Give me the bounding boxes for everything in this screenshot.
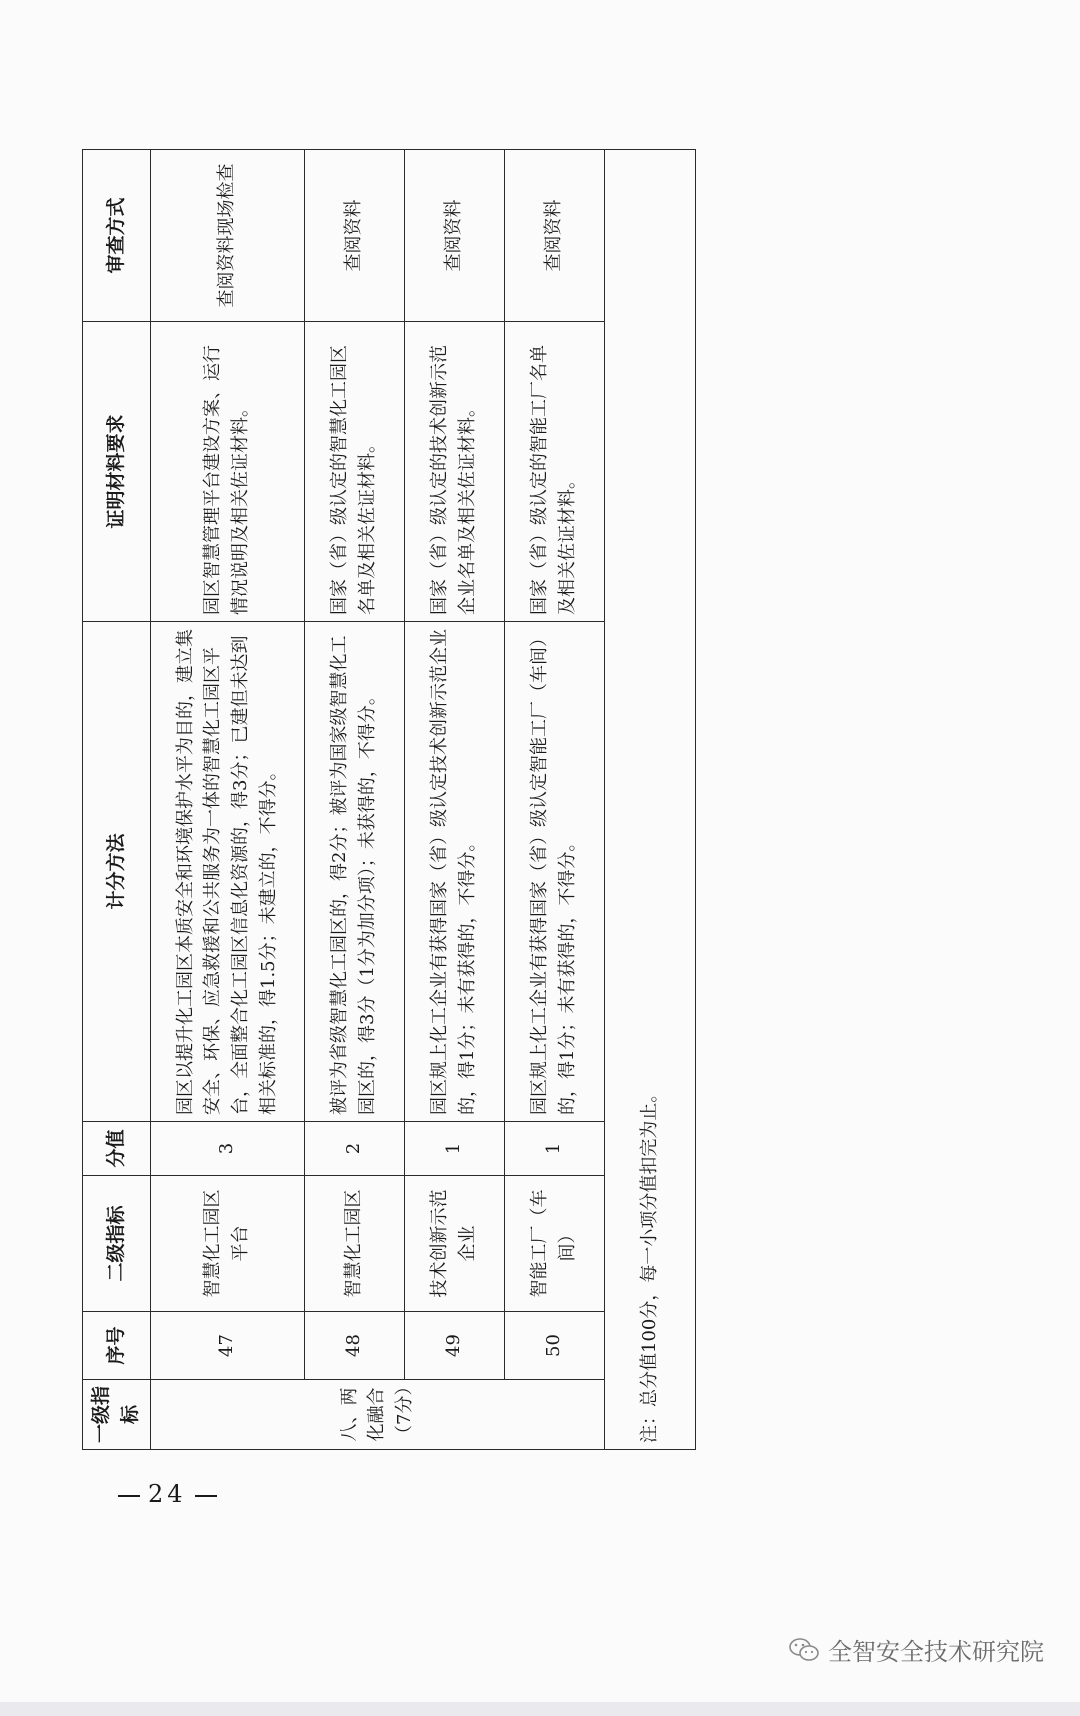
row-method: 被评为省级智慧化工园区的，得2分；被评为国家级智慧化工园区的，得3分（1分为加分项）；未获得的，不得分。 <box>304 622 404 1122</box>
header-evidence: 证明材料要求 <box>83 322 151 622</box>
header-score: 分值 <box>83 1122 151 1176</box>
row-level2: 智慧化工园区 <box>304 1176 404 1312</box>
scoring-table <box>82 149 696 1450</box>
watermark <box>788 1632 1044 1667</box>
page-number <box>110 1480 225 1508</box>
dash-left <box>118 1495 140 1497</box>
header-review: 审查方式 <box>83 150 151 322</box>
page-number-text: 24 <box>148 1480 187 1508</box>
row-review: 查阅资料现场检查 <box>150 150 304 322</box>
row-score: 2 <box>304 1122 404 1176</box>
row-no: 50 <box>504 1312 604 1380</box>
row-evidence: 国家（省）级认定的智能工厂名单及相关佐证材料。 <box>504 322 604 622</box>
wechat-icon <box>788 1637 820 1663</box>
row-no: 49 <box>404 1312 504 1380</box>
row-no: 48 <box>304 1312 404 1380</box>
header-method: 计分方法 <box>83 622 151 1122</box>
rotated-table-area <box>82 150 712 1450</box>
row-score: 1 <box>404 1122 504 1176</box>
header-level1: 一级指标 <box>83 1380 151 1450</box>
table-row <box>404 150 504 1450</box>
row-no: 47 <box>150 1312 304 1380</box>
table-row <box>304 150 404 1450</box>
row-method: 园区规上化工企业有获得国家（省）级认定智能工厂（车间）的，得1分；未有获得的，不得分。 <box>504 622 604 1122</box>
row-level2: 智能工厂（车间） <box>504 1176 604 1312</box>
header-no: 序号 <box>83 1312 151 1380</box>
table-header-row <box>83 150 151 1450</box>
row-method: 园区以提升化工园区本质安全和环境保护水平为目的，建立集安全、环保、应急救援和公共服务为一体的智慧化工园区平台，全面整合化工园区信息化资源的，得3分；已建但未达到相关标准的，得1.5分；未建立的，不得分。 <box>150 622 304 1122</box>
table-note: 注：总分值100分，每一小项分值扣完为止。 <box>638 1084 660 1443</box>
header-level2: 二级指标 <box>83 1176 151 1312</box>
table-row <box>150 150 304 1450</box>
note-row <box>604 150 695 1450</box>
row-evidence: 国家（省）级认定的智慧化工园区名单及相关佐证材料。 <box>304 322 404 622</box>
row-method: 园区规上化工企业有获得国家（省）级认定技术创新示范企业的，得1分；未有获得的，不得分。 <box>404 622 504 1122</box>
bottom-bar <box>0 1702 1080 1716</box>
row-review: 查阅资料 <box>304 150 404 322</box>
row-evidence: 园区智慧管理平台建设方案、运行情况说明及相关佐证材料。 <box>150 322 304 622</box>
group-label: 八、两化融合（7分） <box>150 1380 604 1450</box>
table-row <box>504 150 604 1450</box>
row-score: 3 <box>150 1122 304 1176</box>
row-review: 查阅资料 <box>504 150 604 322</box>
dash-right <box>195 1495 217 1497</box>
row-score: 1 <box>504 1122 604 1176</box>
row-review: 查阅资料 <box>404 150 504 322</box>
row-evidence: 国家（省）级认定的技术创新示范企业名单及相关佐证材料。 <box>404 322 504 622</box>
row-level2: 智慧化工园区平台 <box>150 1176 304 1312</box>
watermark-text: 全智安全技术研究院 <box>828 1638 1044 1666</box>
row-level2: 技术创新示范企业 <box>404 1176 504 1312</box>
